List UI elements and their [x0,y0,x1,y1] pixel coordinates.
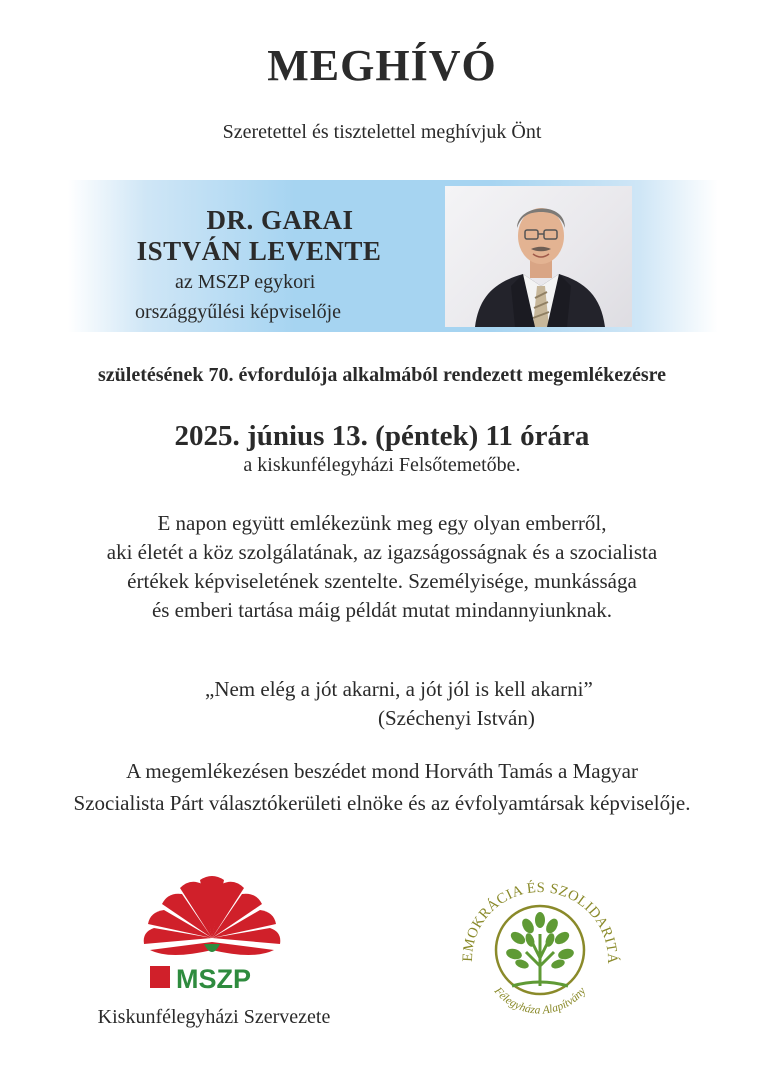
memorial-paragraph-line: aki életét a köz szolgálatának, az igazságosságnak és a szocialista [106,540,658,564]
mszp-logo [140,868,285,993]
memorial-paragraph-line: E napon együtt emlékezünk meg egy olyan emberről, [157,511,607,535]
carnation-icon [144,876,281,955]
honoree-role-line1: az MSZP egykori [175,271,316,293]
svg-text:Félegyháza Alapítvány [491,984,589,1016]
foundation-arc-bottom-text: Félegyháza Alapítvány [491,985,589,1017]
speech-line: Szocialista Párt választókerületi elnöke és az évfolyamtársak képviselője. [73,791,691,815]
mszp-wordmark: MSZP [176,964,252,993]
quote-text: „Nem elég a jót akarni, a jót jól is kell akarni” [205,677,593,701]
portrait-illustration [445,186,632,327]
foundation-arc-top-text: EMOKRÁCIA ÉS SZOLIDARITÁ [459,879,621,965]
page-title: MEGHÍVÓ [267,41,497,90]
honoree-name-line1: DR. GARAI [206,205,354,235]
intro-text: Szeretettel és tisztelettel meghívjuk Önt [222,121,542,143]
honoree-name-line2: ISTVÁN LEVENTE [136,236,382,266]
event-place: a kiskunfélegyházi Felsőtemetőbe. [243,454,521,476]
organization-name: Kiskunfélegyházi Szervezete [97,1006,331,1028]
tree-icon [505,912,575,986]
speech-line: A megemlékezésen beszédet mond Horváth Tamás a Magyar [126,759,638,783]
quote-author: (Széchenyi István) [378,706,535,730]
honoree-role-line2: országgyűlési képviselője [135,301,342,323]
event-date: 2025. június 13. (péntek) 11 órára [174,420,590,452]
foundation-logo [450,860,630,1040]
red-square [150,966,170,988]
occasion-text: születésének 70. évfordulója alkalmából rendezett megemlékezésre [97,364,667,386]
memorial-paragraph-line: értékek képviseletének szentelte. Személyisége, munkássága [127,569,637,593]
portrait-photo [445,186,632,327]
memorial-paragraph-line: és emberi tartása máig példát mutat mindannyiunknak. [151,598,613,622]
